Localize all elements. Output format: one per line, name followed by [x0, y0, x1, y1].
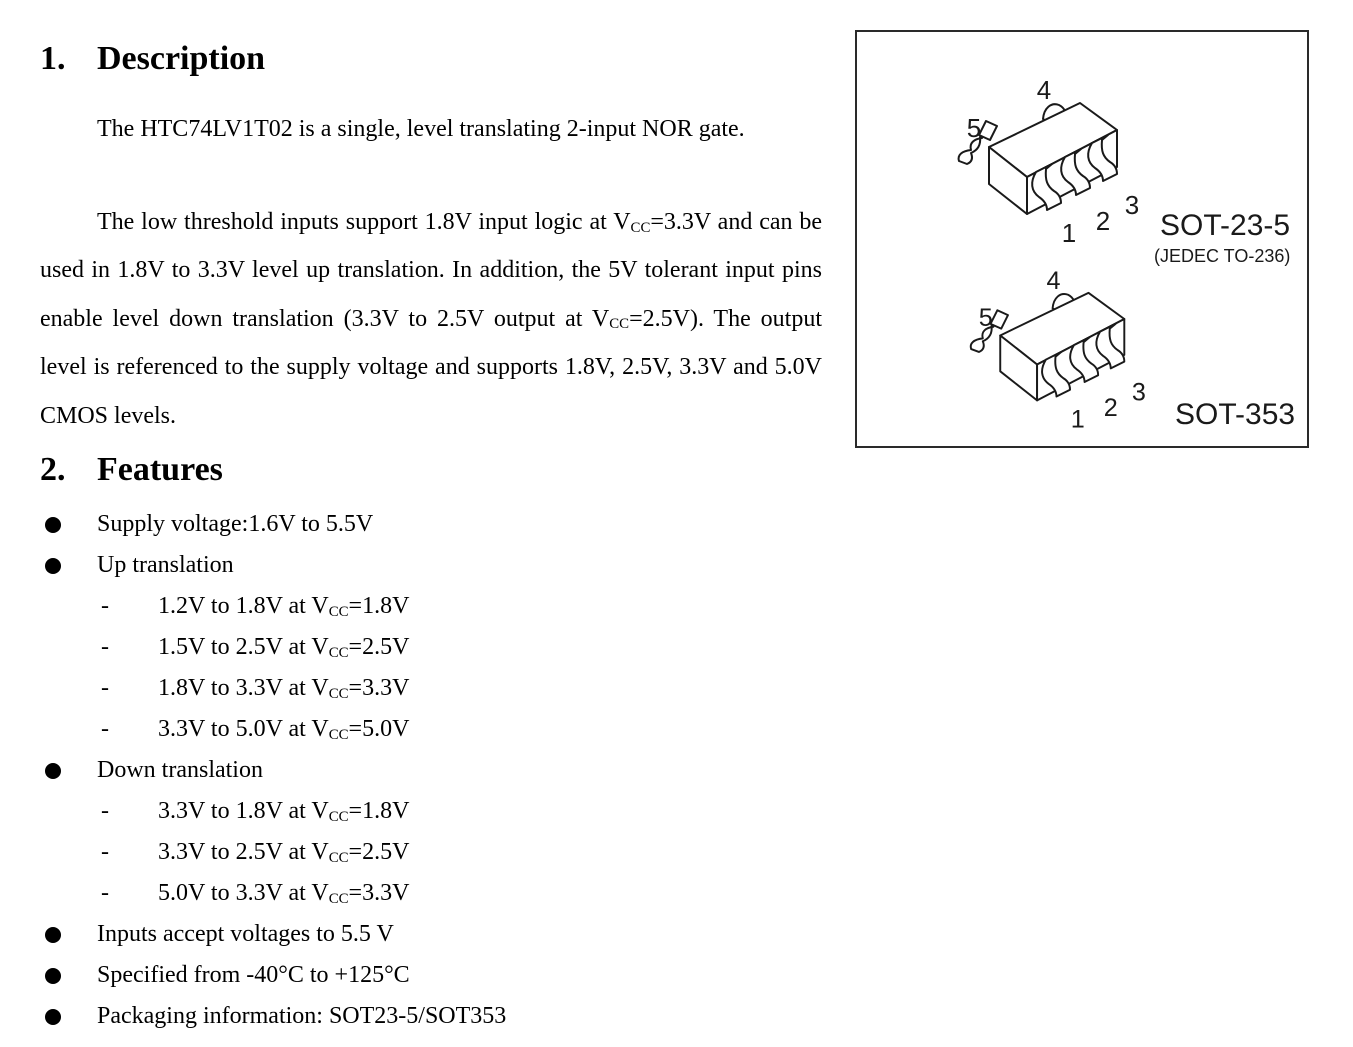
- list-item-label: Specified from -40°C to +125°C: [97, 962, 410, 988]
- description-paragraph-2: The low threshold inputs support 1.8V input logic at $V_{CC}=3.3V$ and can be used in 1.8V to 3.3V level up translation. In addition, the 5V tolerant input pins enable level down translation (3.3V to 2.5V output at $V_{CC}=2.5V$). The output level is referenced to the supply voltage and supports 1.8V, 2.5V, 3.3V and 5.0V CMOS levels.: [40, 209, 823, 429]
- list-item-label: 5.0V to 3.3V at $V_{CC}=3.3V$: [158, 880, 410, 907]
- description-heading: [40, 40, 265, 77]
- description-paragraph-1: The HTC74LV1T02 is a single, level translating 2-input NOR gate.: [97, 116, 745, 142]
- bullet-icon: [45, 517, 61, 533]
- vcc-subscript: CC: [328, 685, 349, 702]
- description-heading-number: 1.: [40, 40, 66, 77]
- list-item: [40, 750, 840, 791]
- dash-icon: -: [101, 839, 109, 865]
- bullet-icon: [45, 763, 61, 779]
- list-item: [40, 873, 840, 914]
- list-item: [40, 586, 840, 627]
- package-label-jedec: (JEDEC TO-236): [1154, 246, 1291, 266]
- sot353-pin-3-label: 3: [1131, 378, 1146, 407]
- bullet-icon: [45, 558, 61, 574]
- list-item-label: 3.3V to 5.0V at $V_{CC}=5.0V$: [158, 716, 410, 743]
- dash-icon: -: [101, 593, 109, 619]
- sot23-pin-5-label: 5: [966, 113, 982, 143]
- bullet-icon: [45, 968, 61, 984]
- list-item-label: 3.3V to 1.8V at $V_{CC}=1.8V$: [158, 798, 410, 825]
- list-item-label: Up translation: [97, 552, 234, 578]
- bullet-icon: [45, 1009, 61, 1025]
- vcc-subscript: CC: [328, 808, 349, 825]
- sot353-pin-1-label: 1: [1070, 405, 1085, 434]
- list-item-label: 1.5V to 2.5V at $V_{CC}=2.5V$: [158, 634, 410, 661]
- sot353-pin-4-label: 4: [1046, 266, 1061, 295]
- vcc-subscript: CC: [328, 726, 349, 743]
- list-item: [40, 627, 840, 668]
- list-item-label: 1.2V to 1.8V at $V_{CC}=1.8V$: [158, 593, 410, 620]
- sot353-pin-2-label: 2: [1103, 393, 1118, 422]
- list-item-label: Supply voltage:1.6V to 5.5V: [97, 511, 374, 537]
- list-item-label: Inputs accept voltages to 5.5 V: [97, 921, 394, 947]
- list-item: [40, 504, 840, 545]
- sot23-5-package-drawing: [932, 62, 1192, 262]
- features-list: [40, 504, 840, 1037]
- vcc-subscript: CC: [328, 644, 349, 661]
- sot23-pin-1-label: 1: [1061, 218, 1077, 248]
- features-heading-title: Features: [97, 451, 223, 488]
- features-heading-number: 2.: [40, 451, 66, 488]
- dash-icon: -: [101, 716, 109, 742]
- list-item-label: Down translation: [97, 757, 263, 783]
- package-label-sot353: SOT-353: [1175, 398, 1296, 431]
- sot353-package-drawing: [945, 253, 1197, 447]
- list-item: [40, 832, 840, 873]
- list-item: [40, 914, 840, 955]
- list-item: [40, 996, 840, 1037]
- vcc-subscript: CC: [630, 219, 651, 236]
- sot23-pin-4-label: 4: [1036, 75, 1052, 105]
- dash-icon: -: [101, 634, 109, 660]
- sot353-pin-5-label: 5: [978, 303, 993, 332]
- vcc-subscript: CC: [328, 603, 349, 620]
- list-item: [40, 955, 840, 996]
- dash-icon: -: [101, 880, 109, 906]
- list-item: [40, 791, 840, 832]
- list-item: [40, 668, 840, 709]
- list-item-label: 1.8V to 3.3V at $V_{CC}=3.3V$: [158, 675, 410, 702]
- description-heading-title: Description: [97, 40, 266, 77]
- vcc-subscript: CC: [328, 890, 349, 907]
- package-label-sot23-5: SOT-23-5: [1160, 209, 1291, 242]
- list-item: [40, 545, 840, 586]
- dash-icon: -: [101, 798, 109, 824]
- dash-icon: -: [101, 675, 109, 701]
- vcc-subscript: CC: [328, 849, 349, 866]
- package-figure-box: [855, 30, 1309, 448]
- features-heading: [40, 451, 223, 488]
- list-item: [40, 709, 840, 750]
- list-item-label: Packaging information: SOT23-5/SOT353: [97, 1003, 507, 1029]
- sot23-pin-3-label: 3: [1124, 190, 1140, 220]
- sot23-pin-2-label: 2: [1095, 206, 1111, 236]
- list-item-label: 3.3V to 2.5V at $V_{CC}=2.5V$: [158, 839, 410, 866]
- vcc-subscript: CC: [609, 316, 630, 333]
- bullet-icon: [45, 927, 61, 943]
